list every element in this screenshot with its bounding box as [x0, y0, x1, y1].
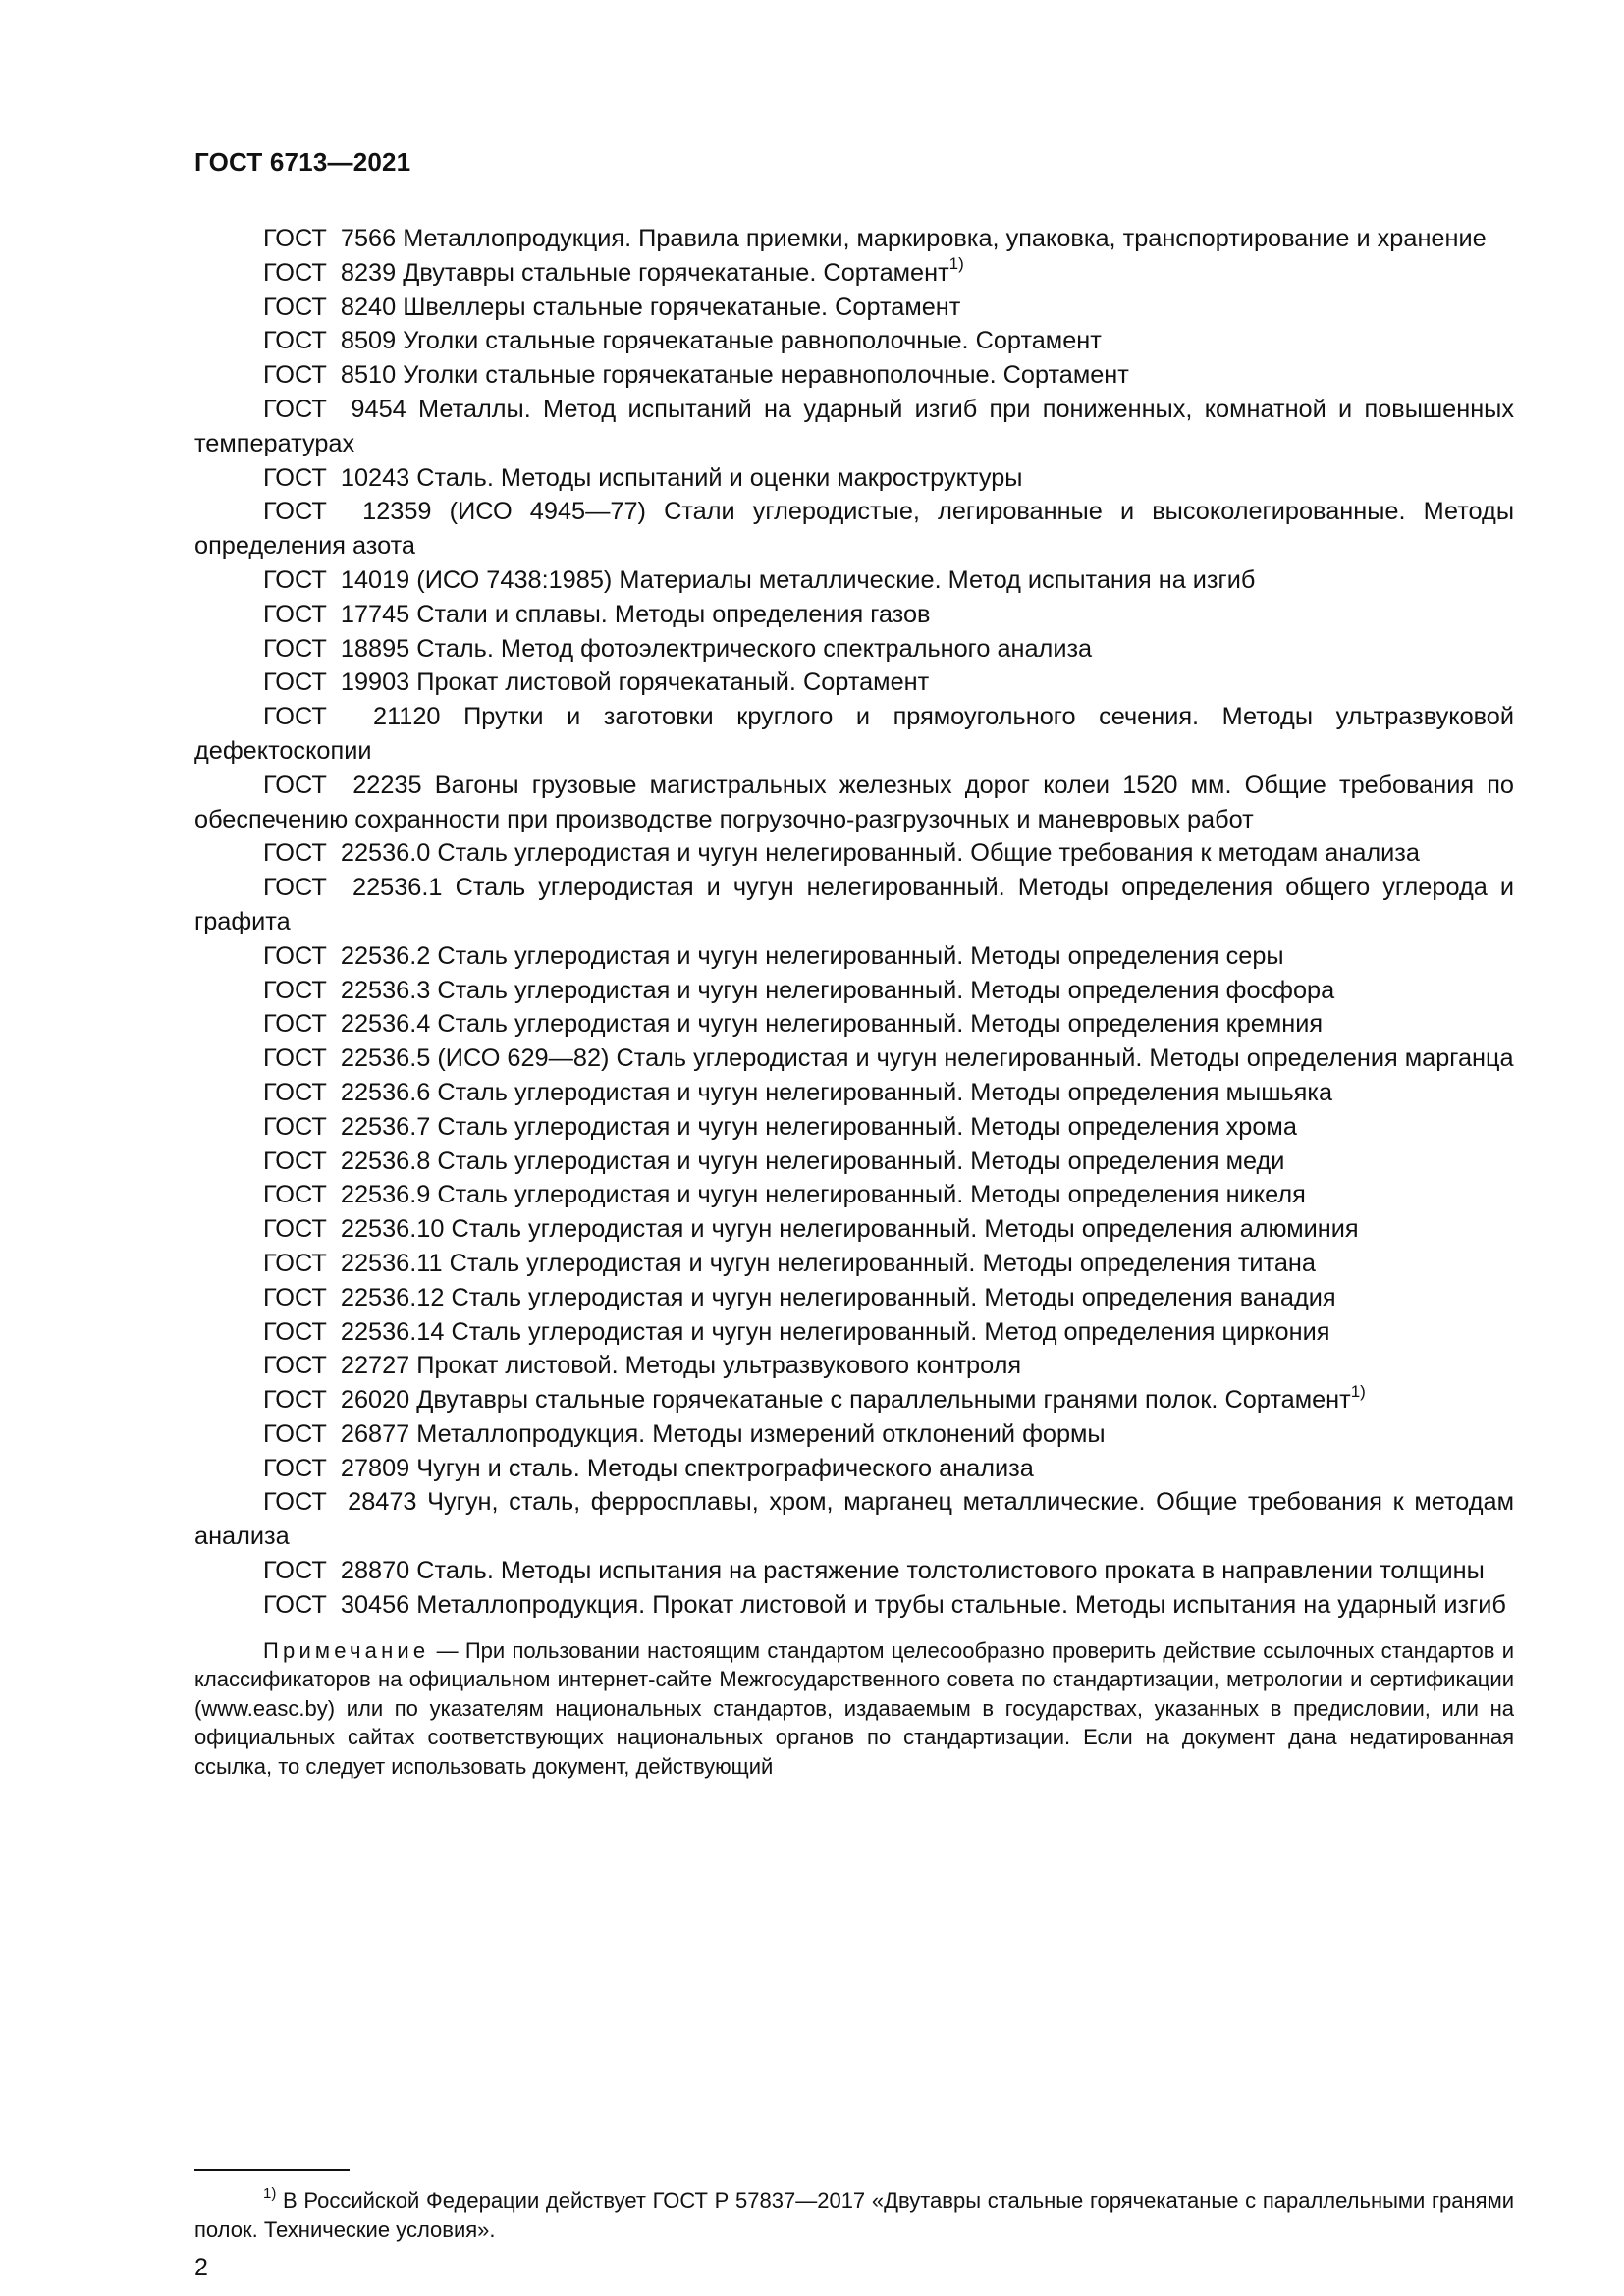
- reference-item: [194, 495, 1514, 563]
- reference-code: ГОСТ 8239: [263, 258, 397, 287]
- reference-title: Сталь углеродистая и чугун нелегированный. Методы определения серы: [437, 941, 1284, 970]
- reference-item: [194, 393, 1514, 461]
- reference-code: ГОСТ 8509: [263, 327, 397, 355]
- reference-code: ГОСТ 22536.12: [263, 1283, 445, 1311]
- reference-item: [194, 1417, 1514, 1452]
- reference-title: Прокат листовой горячекатаный. Сортамент: [416, 668, 930, 697]
- reference-code: ГОСТ 22727: [263, 1352, 410, 1380]
- reference-item: [194, 632, 1514, 667]
- reference-code: ГОСТ 27809: [263, 1454, 410, 1482]
- reference-code: ГОСТ 22235: [263, 771, 422, 799]
- reference-code: ГОСТ 19903: [263, 668, 410, 697]
- footnote-reference-mark: 1): [1350, 1381, 1366, 1401]
- reference-item: [194, 324, 1514, 358]
- reference-code: ГОСТ 7566: [263, 225, 397, 252]
- footnote-reference-mark: 1): [948, 254, 964, 274]
- reference-title: Швеллеры стальные горячекатаные. Сортамент: [403, 293, 961, 321]
- reference-code: ГОСТ 14019: [263, 565, 410, 594]
- reference-title: Сталь углеродистая и чугун нелегированный. Методы определения мышьяка: [437, 1078, 1333, 1106]
- reference-item: [194, 222, 1514, 256]
- reference-item: [194, 563, 1514, 598]
- reference-title: Стали и сплавы. Методы определения газов: [416, 600, 931, 628]
- reference-item: [194, 1076, 1514, 1110]
- references-list: [194, 222, 1514, 1802]
- reference-title: (ИСО 4945—77) Стали углеродистые, легированные и высоколегированные. Методы определения азота: [194, 498, 1514, 561]
- reference-item: [194, 1247, 1514, 1281]
- reference-code: ГОСТ 22536.9: [263, 1181, 431, 1209]
- reference-code: ГОСТ 12359: [263, 498, 432, 526]
- reference-code: ГОСТ 22536.4: [263, 1010, 431, 1039]
- reference-item: [194, 871, 1514, 939]
- reference-title: Сталь углеродистая и чугун нелегированный. Методы определения меди: [437, 1147, 1285, 1175]
- reference-code: ГОСТ 8240: [263, 293, 397, 321]
- reference-code: ГОСТ 26877: [263, 1419, 410, 1448]
- reference-code: ГОСТ 22536.2: [263, 941, 431, 970]
- document-header: ГОСТ 6713—2021: [194, 147, 411, 177]
- reference-title: Прутки и заготовки круглого и прямоугольного сечения. Методы ультразвуковой дефектоскопии: [194, 703, 1514, 765]
- reference-item: [194, 1485, 1514, 1554]
- reference-title: Прокат листовой. Методы ультразвукового контроля: [416, 1352, 1022, 1380]
- reference-item: [194, 256, 1514, 291]
- reference-title: Металлопродукция. Методы измерений отклонений формы: [416, 1419, 1106, 1448]
- reference-title: Двутавры стальные горячекатаные с параллельными гранями полок. Сортамент: [416, 1386, 1351, 1415]
- reference-code: ГОСТ 28870: [263, 1557, 410, 1585]
- reference-title: Вагоны грузовые магистральных железных дорог колеи 1520 мм. Общие требования по обеспечению сохранности при производстве погрузочно-разгрузочных и маневровых работ: [194, 771, 1514, 833]
- reference-title: (ИСО 629—82) Сталь углеродистая и чугун нелегированный. Методы определения марганца: [437, 1044, 1514, 1073]
- reference-item: [194, 666, 1514, 700]
- reference-code: ГОСТ 22536.11: [263, 1249, 443, 1277]
- reference-code: ГОСТ 22536.6: [263, 1078, 431, 1106]
- reference-title: Чугун, сталь, ферросплавы, хром, марганец металлические. Общие требования к методам анализа: [194, 1488, 1514, 1551]
- reference-title: Сталь углеродистая и чугун нелегированный. Методы определения алюминия: [451, 1215, 1359, 1244]
- reference-title: Сталь. Метод фотоэлектрического спектрального анализа: [416, 634, 1093, 663]
- reference-code: ГОСТ 10243: [263, 463, 410, 492]
- reference-code: ГОСТ 22536.0: [263, 839, 431, 868]
- reference-title: Сталь углеродистая и чугун нелегированный. Общие требования к методам анализа: [437, 839, 1420, 868]
- reference-code: ГОСТ 22536.14: [263, 1317, 445, 1346]
- reference-title: Сталь углеродистая и чугун нелегированный. Методы определения кремния: [437, 1010, 1324, 1039]
- reference-title: Металлопродукция. Правила приемки, маркировка, упаковка, транспортирование и хранение: [403, 225, 1487, 252]
- reference-title: Сталь углеродистая и чугун нелегированный. Методы определения фосфора: [437, 976, 1335, 1004]
- footnote-text: В Российской Федерации действует ГОСТ Р 57837—2017 «Двутавры стальные горячекатаные с параллельными гранями полок. Технические условия».: [194, 2188, 1514, 2242]
- reference-title: Сталь углеродистая и чугун нелегированный. Методы определения хрома: [437, 1112, 1297, 1141]
- reference-title: Сталь углеродистая и чугун нелегированный. Методы определения никеля: [437, 1181, 1306, 1209]
- reference-title: Сталь углеродистая и чугун нелегированный. Методы определения общего углерода и графита: [194, 874, 1515, 935]
- reference-item: [194, 461, 1514, 496]
- reference-item: [194, 1383, 1514, 1417]
- reference-item: [194, 1041, 1514, 1076]
- reference-item: [194, 1007, 1514, 1041]
- reference-code: ГОСТ 22536.1: [263, 874, 443, 902]
- reference-code: ГОСТ 30456: [263, 1590, 410, 1619]
- reference-title: Двутавры стальные горячекатаные. Сортамент: [403, 258, 949, 287]
- reference-code: ГОСТ 22536.5: [263, 1044, 431, 1073]
- reference-title: Сталь. Методы испытания на растяжение толстолистового проката в направлении толщины: [416, 1557, 1485, 1585]
- reference-item: [194, 1145, 1514, 1179]
- reference-item: [194, 769, 1514, 837]
- reference-title: Сталь. Методы испытаний и оценки макроструктуры: [416, 463, 1023, 492]
- reference-item: [194, 700, 1514, 769]
- reference-code: ГОСТ 26020: [263, 1386, 410, 1415]
- footnote-mark: 1): [263, 2184, 277, 2202]
- reference-item: [194, 1315, 1514, 1350]
- reference-item: [194, 1588, 1514, 1623]
- reference-item: [194, 1212, 1514, 1247]
- reference-item: [194, 1281, 1514, 1315]
- reference-item: [194, 1452, 1514, 1486]
- reference-item: [194, 939, 1514, 974]
- reference-item: [194, 291, 1514, 325]
- footnote: [194, 2186, 1514, 2244]
- reference-item: [194, 598, 1514, 632]
- reference-code: ГОСТ 18895: [263, 634, 410, 663]
- note-paragraph: [194, 1636, 1514, 1782]
- reference-title: (ИСО 7438:1985) Материалы металлические. Метод испытания на изгиб: [416, 565, 1256, 594]
- reference-item: [194, 1178, 1514, 1212]
- reference-item: [194, 1349, 1514, 1383]
- reference-code: ГОСТ 22536.8: [263, 1147, 431, 1175]
- note-text: — При пользовании настоящим стандартом целесообразно проверить действие ссылочных стандартов и классификаторов на официальном интернет-сайте Межгосударственного совета по стандартизации, метрологии и сертификации (www.easc.by) или по указателям национальных стандартов, издаваемым в государствах, указанных в предисловии, или на официальных сайтах соответствующих национальных органов по стандартизации. Если на документ дана недатированная ссылка, то следует использовать документ, действующий: [194, 1637, 1514, 1779]
- reference-item: [194, 1554, 1514, 1588]
- footnote-separator: [194, 2169, 350, 2171]
- page-number: 2: [194, 2254, 208, 2281]
- reference-title: Уголки стальные горячекатаные равнополочные. Сортамент: [403, 327, 1102, 355]
- reference-title: Уголки стальные горячекатаные неравнополочные. Сортамент: [403, 361, 1129, 390]
- reference-code: ГОСТ 9454: [263, 395, 406, 423]
- normative-references: [194, 222, 1514, 1623]
- reference-title: Сталь углеродистая и чугун нелегированный. Методы определения титана: [449, 1249, 1316, 1277]
- reference-code: ГОСТ 8510: [263, 361, 397, 390]
- reference-code: ГОСТ 22536.10: [263, 1215, 445, 1244]
- note-label: Примечание: [263, 1637, 430, 1663]
- reference-item: [194, 836, 1514, 871]
- reference-title: Сталь углеродистая и чугун нелегированный. Метод определения циркония: [451, 1317, 1330, 1346]
- reference-code: ГОСТ 22536.7: [263, 1112, 431, 1141]
- reference-title: Сталь углеродистая и чугун нелегированный. Методы определения ванадия: [451, 1283, 1336, 1311]
- reference-code: ГОСТ 21120: [263, 703, 441, 731]
- reference-title: Металлы. Метод испытаний на ударный изгиб при пониженных, комнатной и повышенных температурах: [194, 395, 1515, 457]
- reference-item: [194, 974, 1514, 1008]
- reference-code: ГОСТ 22536.3: [263, 976, 431, 1004]
- reference-code: ГОСТ 17745: [263, 600, 410, 628]
- reference-title: Чугун и сталь. Методы спектрографического анализа: [416, 1454, 1034, 1482]
- reference-item: [194, 358, 1514, 393]
- reference-item: [194, 1110, 1514, 1145]
- reference-title: Металлопродукция. Прокат листовой и трубы стальные. Методы испытания на ударный изгиб: [416, 1590, 1506, 1619]
- reference-code: ГОСТ 28473: [263, 1488, 417, 1517]
